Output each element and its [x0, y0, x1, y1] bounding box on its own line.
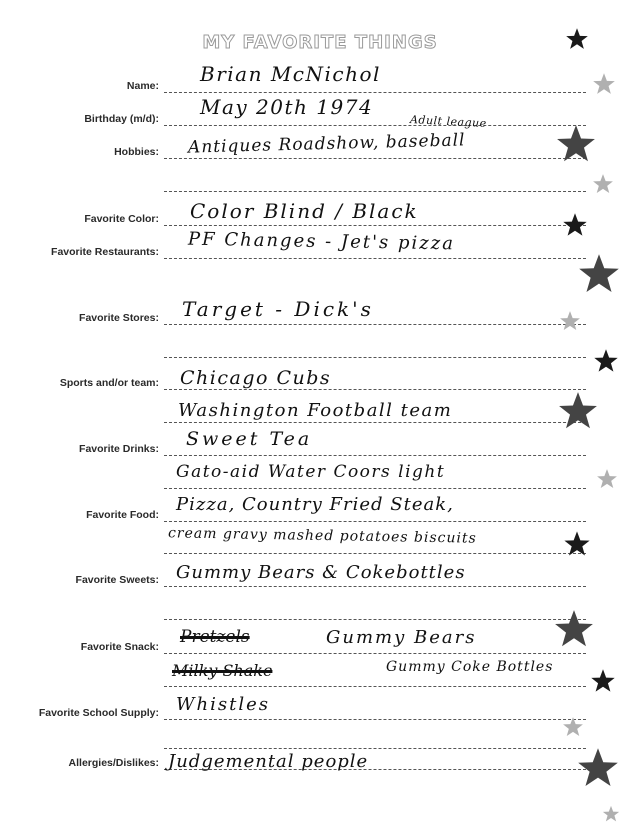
- answer-sports-1: Chicago Cubs: [180, 367, 332, 389]
- star-icon: [559, 310, 581, 332]
- answer-restaurants: PF Changes - Jet's pizza: [187, 228, 456, 255]
- answer-food-1: Pizza, Country Fried Steak,: [176, 494, 454, 515]
- answer-line: [164, 521, 586, 522]
- label-hobbies: Hobbies:: [114, 146, 159, 158]
- answer-food-2: cream gravy mashed potatoes biscuits: [167, 525, 477, 547]
- star-icon: [590, 668, 616, 694]
- label-snack: Favorite Snack:: [80, 641, 159, 653]
- answer-stores: Target - Dick's: [182, 297, 374, 321]
- star-icon: [592, 72, 616, 96]
- star-icon: [557, 390, 599, 432]
- label-supply: Favorite School Supply:: [38, 707, 159, 719]
- answer-drinks-2: Gato-aid Water Coors light: [176, 462, 446, 482]
- answer-line: [164, 553, 586, 554]
- answer-allergies: Judgemental people: [168, 751, 369, 772]
- answer-line: [164, 455, 586, 456]
- answer-line: [164, 125, 586, 126]
- label-allergies: Allergies/Dislikes:: [68, 757, 159, 769]
- answer-line: [164, 92, 586, 93]
- star-icon: [553, 608, 595, 650]
- label-birthday: Birthday (m/d):: [84, 113, 159, 125]
- star-icon: [555, 123, 597, 165]
- star-icon: [592, 173, 614, 195]
- label-restaurants: Favorite Restaurants:: [51, 246, 159, 258]
- answer-line: [164, 389, 586, 390]
- label-drinks: Favorite Drinks:: [79, 443, 159, 455]
- answer-line: [164, 719, 586, 720]
- answer-drinks-1: Sweet Tea: [186, 428, 313, 450]
- answer-snack-crossed-1: Pretzels: [180, 627, 250, 647]
- label-name: Name:: [126, 80, 159, 92]
- answer-sweets: Gummy Bears & Cokebottles: [176, 562, 466, 583]
- answer-line: [164, 357, 586, 358]
- answer-line: [164, 686, 586, 687]
- answer-hobbies: Antiques Roadshow, baseball: [187, 130, 466, 158]
- answer-line: [164, 748, 586, 749]
- answer-line: [164, 488, 586, 489]
- answer-sports-2: Washington Football team: [178, 400, 453, 421]
- answer-line: [164, 225, 586, 226]
- answer-supply: Whistles: [176, 694, 270, 715]
- star-icon: [565, 27, 589, 51]
- answer-hobbies-note: Adult league: [409, 113, 488, 130]
- star-icon: [562, 212, 588, 238]
- answer-line: [164, 191, 586, 192]
- answer-snack-2: Gummy Coke Bottles: [386, 659, 554, 675]
- answer-line: [164, 258, 586, 259]
- answer-birthday: May 20th 1974: [200, 95, 374, 119]
- form-title: MY FAVORITE THINGS: [202, 32, 438, 53]
- label-food: Favorite Food:: [86, 509, 159, 521]
- answer-line: [164, 586, 586, 587]
- answer-line: [164, 324, 586, 325]
- label-sports: Sports and/or team:: [59, 377, 159, 389]
- answer-line: [164, 619, 586, 620]
- answer-snack-1: Gummy Bears: [326, 627, 477, 648]
- answer-name: Brian McNichol: [200, 62, 381, 86]
- star-icon: [602, 805, 620, 823]
- star-icon: [562, 716, 584, 738]
- answer-line: [164, 653, 586, 654]
- label-stores: Favorite Stores:: [79, 312, 159, 324]
- label-sweets: Favorite Sweets:: [75, 574, 159, 586]
- star-icon: [577, 252, 621, 296]
- star-icon: [576, 746, 620, 790]
- answer-line: [164, 158, 586, 159]
- star-icon: [596, 468, 618, 490]
- answer-snack-crossed-2: Milky Shake: [172, 661, 273, 680]
- star-icon: [593, 348, 619, 374]
- answer-line: [164, 422, 586, 423]
- label-color: Favorite Color:: [84, 213, 159, 225]
- answer-color: Color Blind / Black: [190, 199, 419, 223]
- star-icon: [563, 530, 591, 558]
